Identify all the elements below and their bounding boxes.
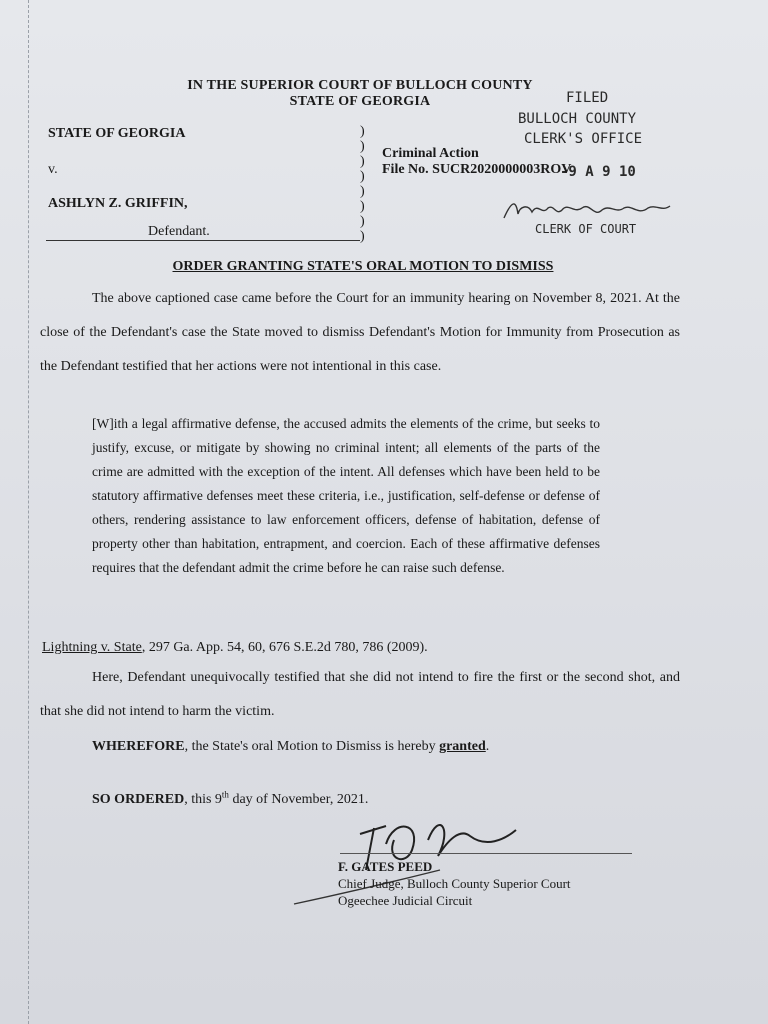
court-name: IN THE SUPERIOR COURT OF BULLOCH COUNTY [187, 78, 533, 93]
wherefore-label: WHEREFORE [92, 739, 185, 754]
block-quote: [W]ith a legal affirmative defense, the accused admits the elements of the crime, but seeks to justify, excuse, or mitigate by showing no criminal intent; all elements of the parts of the crime are admitted with the exception of the intent. All defenses which have been held to be statutory affirmative defenses meet these criteria, i.e., justification, self-defense or defense of others, rendering assistance to law enforcement officers, defense of habitation, defense of property other than habitation, entrapment, and coercion. Each of these affirmative defenses requires that the defendant admit the crime before he can raise such defense. [92, 416, 600, 575]
caption-bracket: ) ) ) ) ) ) ) ) [360, 124, 365, 244]
stamp-county: BULLOCH COUNTY [518, 111, 637, 127]
stamp-clerk-label: CLERK OF COURT [535, 222, 637, 236]
wherefore-paragraph: WHEREFORE, the State's oral Motion to Dismiss is hereby granted. [92, 739, 490, 754]
signature-line [340, 853, 632, 854]
paragraph-1: The above captioned case came before the Court for an immunity hearing on November 8, 2021. At the close of the Defendant's case the State moved to dismiss Defendant's Motion for Immunity from Prosecution as the Defendant testified that her actions were not intentional in this case. [40, 291, 680, 374]
court-state: STATE OF GEORGIA [289, 94, 431, 109]
stamp-filed: FILED [566, 90, 609, 106]
granted-word: granted [439, 739, 486, 754]
judge-name: F. GATES PEED [338, 859, 433, 874]
stamp-office: CLERK'S OFFICE [524, 131, 643, 147]
clerk-signature [498, 196, 678, 226]
caption-defendant-name: ASHLYN Z. GRIFFIN, [48, 196, 188, 211]
so-ordered-date: day of November, 2021. [228, 792, 369, 807]
so-ordered-text: , this 9 [184, 792, 222, 807]
judicial-circuit: Ogeechee Judicial Circuit [338, 893, 473, 908]
so-ordered-suffix: th [221, 789, 229, 800]
judge-title: Chief Judge, Bulloch County Superior Court [338, 876, 571, 891]
citation-reporter: , 297 Ga. App. 54, 60, 676 S.E.2d 780, 786 (2009). [141, 640, 428, 655]
file-number: File No. SUCR2020000003ROV [382, 162, 572, 177]
wherefore-text: , the State's oral Motion to Dismiss is hereby [184, 739, 440, 754]
caption-versus: v. [48, 162, 58, 177]
so-ordered-label: SO ORDERED [92, 792, 185, 807]
caption-plaintiff: STATE OF GEORGIA [48, 126, 186, 141]
criminal-action-label: Criminal Action [382, 146, 479, 161]
caption-rule [46, 240, 360, 241]
stamp-date: -9 A 9 10 [560, 164, 636, 180]
citation [42, 640, 428, 656]
order-title: ORDER GRANTING STATE'S ORAL MOTION TO DISMISS [172, 259, 554, 274]
court-header [150, 78, 570, 110]
paragraph-2: Here, Defendant unequivocally testified that she did not intend to fire the first or the second shot, and that she did not intend to harm the victim. [40, 670, 680, 719]
signature-block [338, 858, 571, 909]
citation-case-name: Lightning v. State [42, 640, 142, 655]
margin-line [28, 0, 30, 1024]
caption-defendant-label: Defendant. [148, 224, 210, 239]
criminal-action [382, 146, 571, 178]
